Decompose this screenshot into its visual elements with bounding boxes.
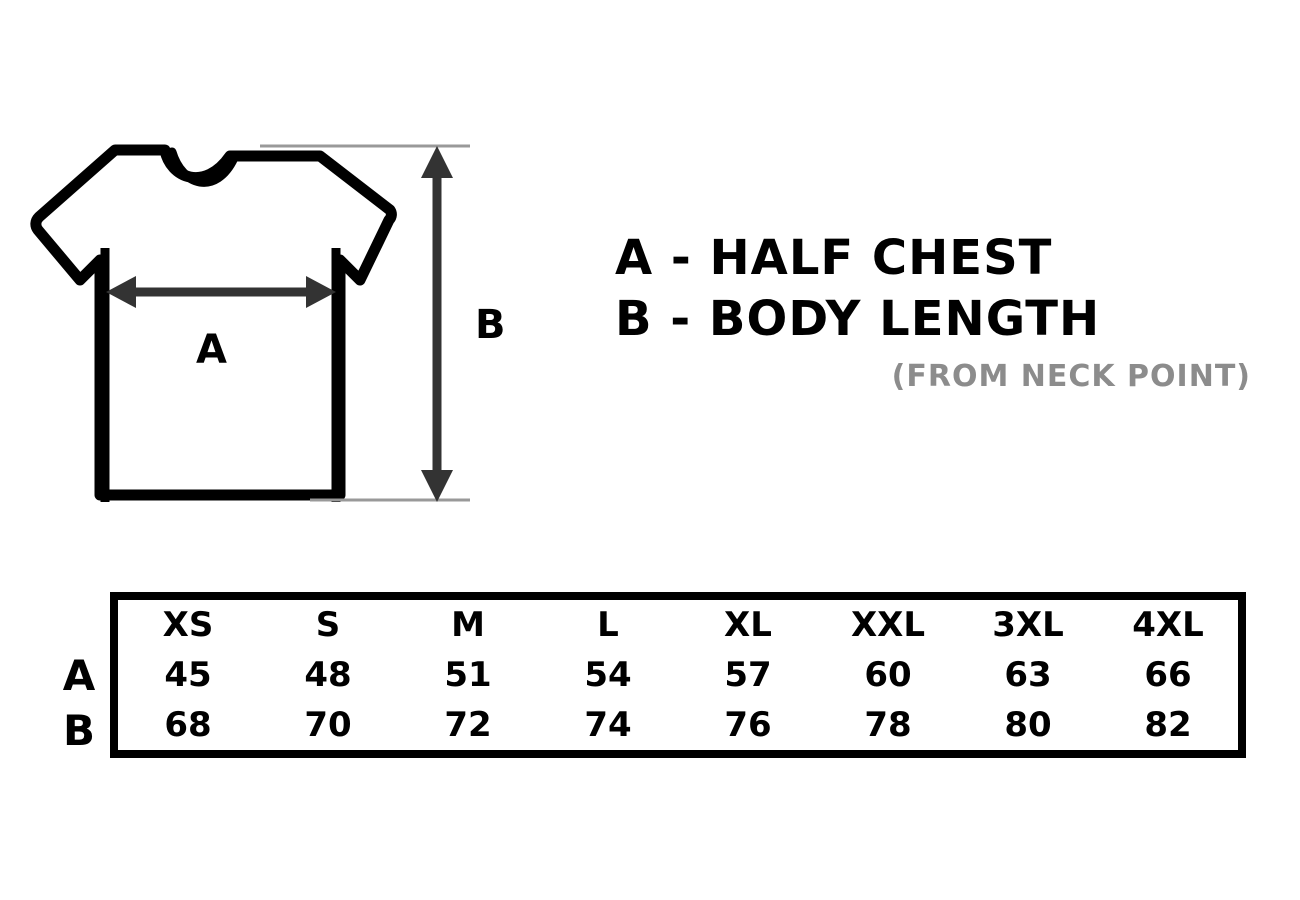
- table-row-sizes: [118, 600, 1238, 650]
- length-value-cell: 76: [678, 700, 818, 750]
- length-arrow-head-top: [421, 146, 453, 178]
- table-row-chest: [118, 650, 1238, 700]
- length-value-cell: 80: [958, 700, 1098, 750]
- size-header-cell: 4XL: [1098, 600, 1238, 650]
- size-chart-table: [48, 592, 1248, 758]
- size-chart-box-cell: [110, 592, 1246, 758]
- size-chart-layout: [48, 592, 1246, 758]
- row-label-b: B: [62, 706, 95, 755]
- size-header-cell: M: [398, 600, 538, 650]
- tshirt-svg: [20, 120, 520, 540]
- size-chart-box: [110, 592, 1246, 758]
- length-value-cell: 68: [118, 700, 258, 750]
- length-value-cell: 74: [538, 700, 678, 750]
- chest-value-cell: 48: [258, 650, 398, 700]
- row-label-spacer: [48, 592, 110, 648]
- legend-line-body-length: B - BODY LENGTH: [615, 291, 1101, 348]
- legend-note: (FROM NECK POINT): [891, 358, 1251, 394]
- chest-value-cell: 51: [398, 650, 538, 700]
- size-chart-header-row: [48, 592, 1246, 648]
- length-value-cell: 70: [258, 700, 398, 750]
- length-value-cell: 72: [398, 700, 538, 750]
- legend-line-half-chest: A - HALF CHEST: [615, 230, 1053, 286]
- table-row-length: [118, 700, 1238, 750]
- tshirt-illustration: [20, 120, 520, 540]
- length-dimension-label: B: [475, 302, 506, 348]
- chest-value-cell: 54: [538, 650, 678, 700]
- length-arrow-head-bottom: [421, 470, 453, 502]
- chest-value-cell: 60: [818, 650, 958, 700]
- row-label-a: A: [62, 651, 96, 700]
- chest-value-cell: 57: [678, 650, 818, 700]
- size-header-cell: XS: [118, 600, 258, 650]
- size-header-cell: S: [258, 600, 398, 650]
- legend: [615, 228, 1255, 394]
- size-header-cell: XXL: [818, 600, 958, 650]
- chest-value-cell: 63: [958, 650, 1098, 700]
- size-header-cell: L: [538, 600, 678, 650]
- chest-value-cell: 45: [118, 650, 258, 700]
- length-value-cell: 78: [818, 700, 958, 750]
- chest-dimension-label: A: [196, 327, 227, 373]
- chest-value-cell: 66: [1098, 650, 1238, 700]
- length-value-cell: 82: [1098, 700, 1238, 750]
- size-header-cell: XL: [678, 600, 818, 650]
- sizes-grid: [118, 600, 1238, 750]
- size-header-cell: 3XL: [958, 600, 1098, 650]
